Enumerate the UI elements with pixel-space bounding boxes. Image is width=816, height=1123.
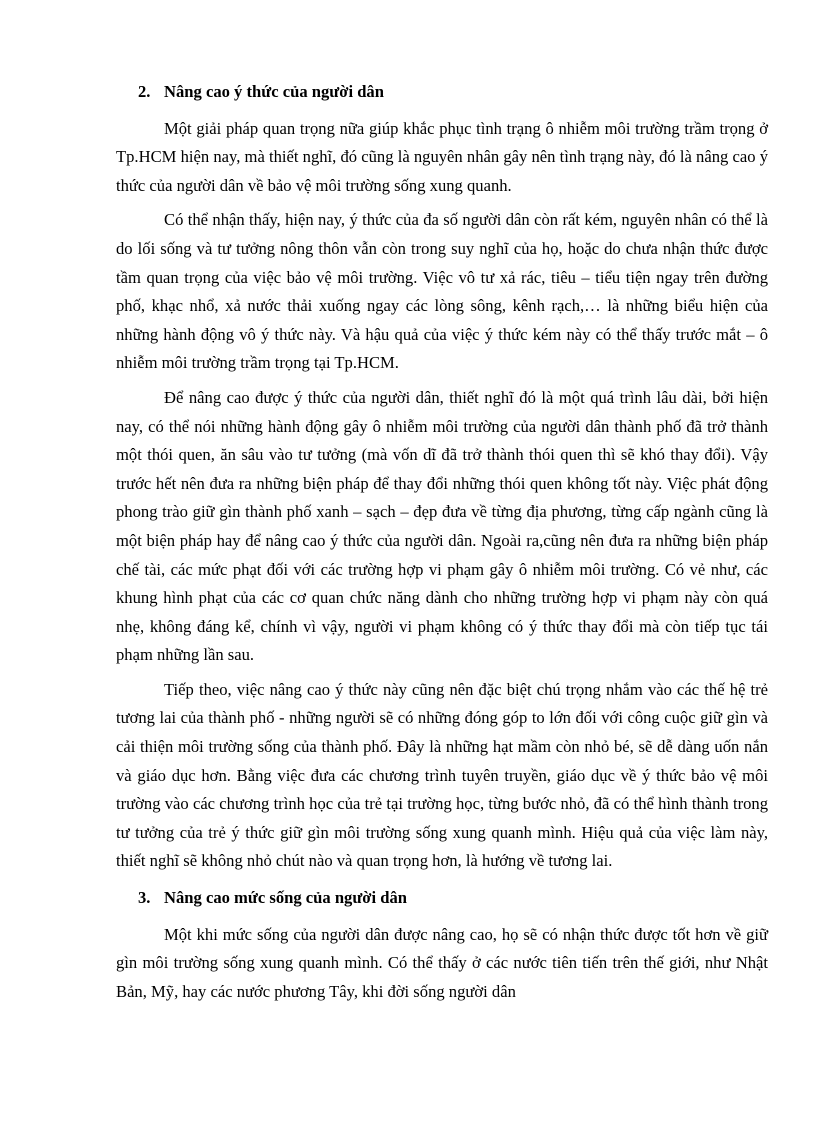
section-number: 2. [138, 82, 151, 101]
section-heading [116, 884, 768, 913]
page-content [116, 78, 768, 1012]
paragraph: Một khi mức sống của người dân được nâng cao, họ sẽ có nhận thức được tốt hơn về giữ gìn môi trường sống xung quanh mình. Có thể thấy ở các nước tiên tiến trên thế giới, như Nhật Bản, Mỹ, hay các nước phương Tây, khi đời sống người dân [116, 924, 768, 1001]
paragraph: Để nâng cao được ý thức của người dân, thiết nghĩ đó là một quá trình lâu dài, bởi hiện nay, có thể nói những hành động gây ô nhiễm môi trường của người dân thành phố đã trở thành một thói quen, ăn sâu vào tư tưởng (mà vốn dĩ đã trở thành thói quen thì sẽ khó thay đổi). Vậy trước hết nên đưa ra những biện pháp để thay đổi những thói quen không tốt này. Việc phát động phong trào giữ gìn thành phố xanh – sạch – đẹp đưa về từng địa phương, từng cấp ngành cũng là một biện pháp hay để nâng cao ý thức của người dân. Ngoài ra,cũng nên đưa ra những biện pháp chế tài, các mức phạt đối với các trường hợp vi phạm gây ô nhiễm môi trường. Có vẻ như, các khung hình phạt của các cơ quan chức năng dành cho những trường hợp vi phạm này còn quá nhẹ, không đáng kể, chính vì vậy, người vi phạm không có ý thức thay đổi mà còn tiếp tục tái phạm những lần sau. [116, 387, 768, 665]
section-title: Nâng cao mức sống của người dân [164, 888, 408, 908]
paragraph: Tiếp theo, việc nâng cao ý thức này cũng nên đặc biệt chú trọng nhắm vào các thế hệ trẻ tương lai của thành phố - những người sẽ có những đóng góp to lớn đối với công cuộc giữ gìn và cải thiện môi trường sống của thành phố. Đây là những hạt mầm còn nhỏ bé, sẽ dễ dàng uốn nắn và giáo dục hơn. Bằng việc đưa các chương trình tuyên truyền, giáo dục về ý thức bảo vệ môi trường vào các chương trình học của trẻ tại trường học, từng bước nhỏ, đã có thể hình thành trong tư tưởng của trẻ ý thức giữ gìn môi trường sống xung quanh mình. Hiệu quả của việc làm này, thiết nghĩ sẽ không nhỏ chút nào và quan trọng hơn, là hướng về tương lai. [116, 679, 768, 871]
paragraph: Một giải pháp quan trọng nữa giúp khắc phục tình trạng ô nhiễm môi trường trầm trọng ở Tp.HCM hiện nay, mà thiết nghĩ, đó cũng là nguyên nhân gây nên tình trạng này, đó là nâng cao ý thức của người dân về bảo vệ môi trường sống xung quanh. [116, 118, 768, 195]
section-number: 3. [138, 888, 151, 908]
section-awareness [116, 78, 768, 876]
section-heading [116, 78, 768, 107]
section-title: Nâng cao ý thức của người dân [164, 82, 384, 101]
paragraph: Có thể nhận thấy, hiện nay, ý thức của đa số người dân còn rất kém, nguyên nhân có thể là do lối sống và tư tưởng nông thôn vẫn còn trong suy nghĩ của họ, hoặc do chưa nhận thức được tầm quan trọng của việc bảo vệ môi trường. Việc vô tư xả rác, tiêu – tiểu tiện ngay trên đường phố, khạc nhổ, xả nước thải xuống ngay các lòng sông, kênh rạch,… là những biểu hiện của những hành động vô ý thức này. Và hậu quả của việc ý thức kém này có thể thấy trước mắt – ô nhiễm môi trường trầm trọng tại Tp.HCM. [116, 210, 768, 373]
section-living-standard [116, 884, 768, 1006]
